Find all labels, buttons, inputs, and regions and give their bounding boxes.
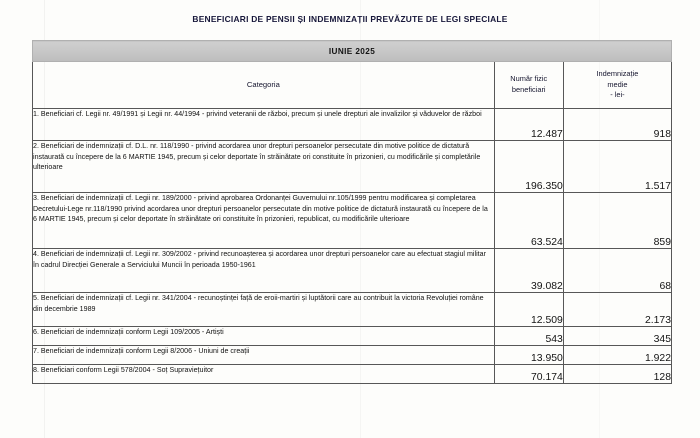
row-category: 2. Beneficiari de indemnizații cf. D.L. nr. 118/1990 - privind acordarea unor drepturi persoanelor persecutate din motive politice de dictatură instaurată cu începere de la 6 MARTIE 1945, precum și celor deportate în străinătate ori constituite în prizonieri, cu modificările și completările ulterioare <box>33 141 495 193</box>
row-category: 3. Beneficiari de indemnizații cf. Legii nr. 189/2000 - privind aprobarea Ordonanței Guvernului nr.105/1999 pentru modificarea și completarea Decretului-Lege nr.118/1990 privind acordarea unor drepturi persoanelor persecutate din motive politice de dictatură instaurată cu începere de la 6 MARTIE 1945, precum și celor deportate în străinătate ori constituite în prizonieri, republicat, cu modificările ulterioare <box>33 193 495 249</box>
period-banner: IUNIE 2025 <box>33 41 672 62</box>
column-header-count <box>494 62 563 109</box>
row-amount: 345 <box>563 327 671 346</box>
column-header-count-line2: beneficiari <box>511 85 546 94</box>
row-count: 39.082 <box>494 249 563 293</box>
benefits-table <box>32 40 672 384</box>
row-amount: 1.922 <box>563 346 671 365</box>
column-header-amount-line3: - lei- <box>610 90 625 100</box>
row-category: 4. Beneficiari de indemnizații cf. Legii nr. 309/2002 - privind recunoașterea și acordarea unor drepturi persoanelor care au efectuat stagiul militar în cadrul Direcției Generale a Serviciului Muncii în perioada 1950-1961 <box>33 249 495 293</box>
row-amount: 859 <box>563 193 671 249</box>
column-header-category: Categoria <box>33 62 495 109</box>
column-header-amount-line1: Indemnizație <box>596 69 639 79</box>
row-count: 70.174 <box>494 365 563 384</box>
row-category: 8. Beneficiari conform Legii 578/2004 - Soț Supraviețuitor <box>33 365 495 384</box>
table-row <box>33 365 672 384</box>
column-header-count-line1: Număr fizic <box>510 74 548 84</box>
table-row <box>33 327 672 346</box>
row-category: 5. Beneficiari de indemnizații cf. Legii nr. 341/2004 - recunoștinței față de eroii-martiri și luptătorii care au contribuit la victoria Revoluției române din decembrie 1989 <box>33 293 495 327</box>
table-body <box>33 109 672 384</box>
table-head <box>33 41 672 109</box>
row-amount: 1.517 <box>563 141 671 193</box>
table-row <box>33 193 672 249</box>
report-table-container <box>32 40 672 384</box>
table-row <box>33 109 672 141</box>
row-amount: 2.173 <box>563 293 671 327</box>
column-header-amount-line2: medie <box>607 79 628 89</box>
row-amount: 918 <box>563 109 671 141</box>
row-amount: 128 <box>563 365 671 384</box>
table-row <box>33 346 672 365</box>
row-count: 543 <box>494 327 563 346</box>
page-title: BENEFICIARI DE PENSII ȘI INDEMNIZAȚII PREVĂZUTE DE LEGI SPECIALE <box>192 14 508 24</box>
row-count: 63.524 <box>494 193 563 249</box>
period-banner-row <box>33 41 672 62</box>
table-row <box>33 293 672 327</box>
row-count: 12.509 <box>494 293 563 327</box>
table-row <box>33 141 672 193</box>
column-header-row <box>33 62 672 109</box>
row-category: 6. Beneficiari de indemnizații conform Legii 109/2005 - Artiști <box>33 327 495 346</box>
row-count: 196.350 <box>494 141 563 193</box>
row-amount: 68 <box>563 249 671 293</box>
column-header-amount <box>563 62 671 109</box>
row-category: 7. Beneficiari de indemnizații conform Legii 8/2006 - Uniuni de creații <box>33 346 495 365</box>
row-count: 12.487 <box>494 109 563 141</box>
row-category: 1. Beneficiari cf. Legii nr. 49/1991 și Legii nr. 44/1994 - privind veteranii de război, precum și unele drepturi ale invalizilor și văduvelor de război <box>33 109 495 141</box>
row-count: 13.950 <box>494 346 563 365</box>
table-row <box>33 249 672 293</box>
